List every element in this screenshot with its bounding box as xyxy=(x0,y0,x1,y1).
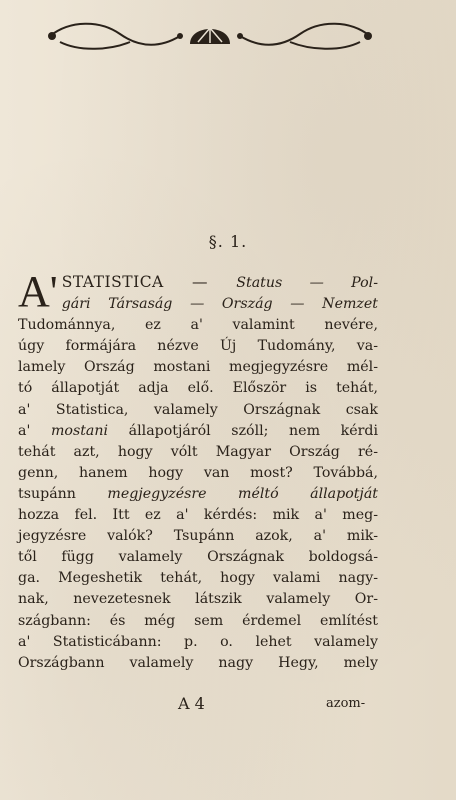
drop-cap: A' xyxy=(18,267,58,316)
text-run: a' xyxy=(18,422,51,439)
text-line xyxy=(18,421,378,442)
text-run: ga. Megeshetik tehát, hogy valami nagy- xyxy=(18,570,378,587)
text-run: a' Statisticábann: p. o. lehet valamely xyxy=(18,633,378,650)
text-line xyxy=(18,400,378,421)
text-line xyxy=(18,589,378,610)
text-run: szágbann: és még sem érdemel említést xyxy=(18,612,378,629)
printer-signature: A 4 xyxy=(178,694,205,713)
text-line xyxy=(18,442,378,463)
text-run: mostani xyxy=(50,422,109,439)
text-run: gári Társaság — Ország — Nemzet xyxy=(61,296,378,313)
text-run: Országbann valamely nagy Hegy, mely xyxy=(18,654,378,671)
scrollwork-headpiece-icon xyxy=(40,14,380,56)
text-line xyxy=(18,611,378,632)
text-line xyxy=(18,632,378,653)
text-run: genn, hanem hogy van most? Továbbá, xyxy=(18,464,378,481)
text-line xyxy=(18,336,378,357)
text-line xyxy=(18,547,378,568)
text-line xyxy=(18,568,378,589)
text-run: Status — Pol- xyxy=(236,275,378,291)
text-run: től függ valamely Országnak boldogsá- xyxy=(18,549,378,566)
text-line xyxy=(18,378,378,399)
text-line xyxy=(18,357,378,378)
text-run: jegyzésre valók? Tsupánn azok, a' mik- xyxy=(18,528,378,545)
text-run: hozza fel. Itt ez a' kérdés: mik a' meg- xyxy=(18,507,378,524)
text-line xyxy=(18,484,378,505)
text-line xyxy=(18,315,378,336)
text-run: tsupánn xyxy=(18,485,108,502)
text-line xyxy=(18,505,378,526)
text-run: állapotjáról szóll; nem kérdi xyxy=(108,422,378,439)
text-run: a' Statistica, valamely Országnak csak xyxy=(18,401,378,418)
catchword: azom- xyxy=(326,696,366,711)
text-line xyxy=(18,272,378,294)
text-run: megjegyzésre méltó állapotját xyxy=(107,485,378,502)
text-run: tehát azt, hogy vólt Magyar Ország ré- xyxy=(18,443,378,460)
text-run: STATISTICA — xyxy=(61,273,237,291)
text-run: lamely Ország mostani megjegyzésre mél- xyxy=(18,359,378,376)
text-line xyxy=(18,463,378,484)
body-paragraph xyxy=(18,267,378,674)
section-heading: §. 1. xyxy=(208,232,248,251)
text-run: nak, nevezetesnek látszik valamely Or- xyxy=(18,591,378,608)
text-run: Tudománnya, ez a' valamint nevére, xyxy=(18,317,378,334)
text-line xyxy=(18,653,378,674)
text-run: úgy formájára nézve Új Tudomány, va- xyxy=(18,338,378,355)
text-line xyxy=(18,294,378,315)
text-run: tó állapotját adja elő. Először is tehát, xyxy=(18,380,378,397)
text-line xyxy=(18,526,378,547)
